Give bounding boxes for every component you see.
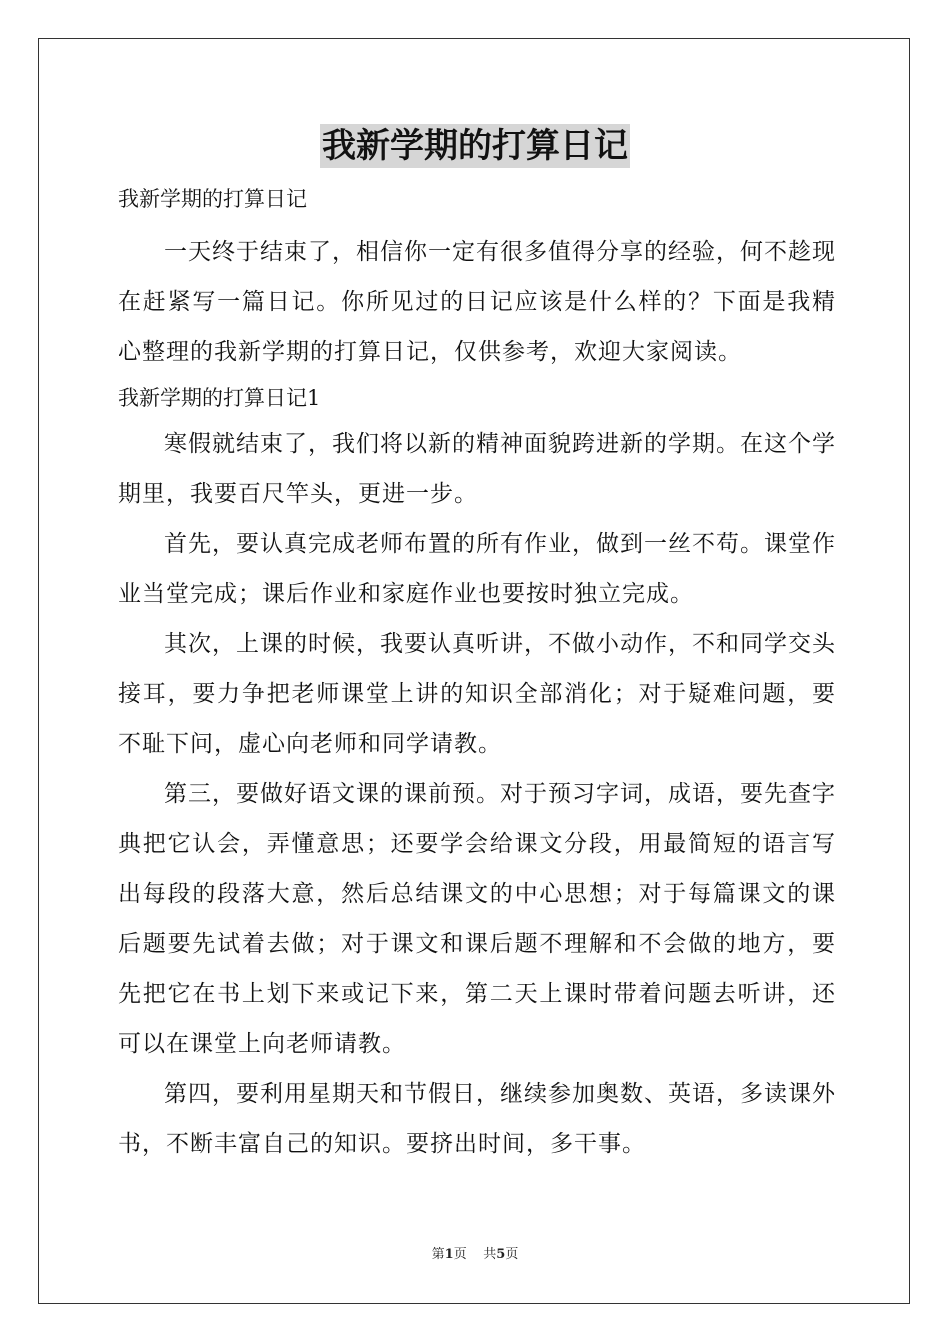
total-suffix: 页 <box>505 1247 519 1262</box>
body-paragraph: 其次，上课的时候，我要认真听讲，不做小动作，不和同学交头接耳，要力争把老师课堂上讲的知识全部消化；对于疑难问题，要不耻下问，虚心向老师和同学请教。 <box>118 631 836 757</box>
body-paragraph: 首先，要认真完成老师布置的所有作业，做到一丝不苟。课堂作业当堂完成；课后作业和家庭作业也要按时独立完成。 <box>118 531 836 607</box>
page-footer <box>0 1246 950 1264</box>
body-paragraph: 第四，要利用星期天和节假日，继续参加奥数、英语，多读课外书，不断丰富自己的知识。要挤出时间，多干事。 <box>118 1081 836 1157</box>
page-prefix: 第 <box>431 1247 445 1262</box>
document-subtitle: 我新学期的打算日记 <box>118 187 307 211</box>
intro-paragraph: 一天终于结束了，相信你一定有很多值得分享的经验，何不趁现在赶紧写一篇日记。你所见过的日记应该是什么样的？下面是我精心整理的我新学期的打算日记，仅供参考，欢迎大家阅读。 <box>118 239 836 365</box>
title-container <box>0 124 950 168</box>
section-heading: 我新学期的打算日记1 <box>118 386 321 410</box>
document-title: 我新学期的打算日记 <box>322 126 628 166</box>
page-suffix: 页 <box>453 1247 467 1262</box>
body-paragraph: 第三，要做好语文课的课前预。对于预习字词，成语，要先查字典把它认会，弄懂意思；还要学会给课文分段，用最简短的语言写出每段的段落大意，然后总结课文的中心思想；对于每篇课文的课后题要先试着去做；对于课文和课后题不理解和不会做的地方，要先把它在书上划下来或记下来，第二天上课时带着问题去听讲，还可以在课堂上向老师请教。 <box>118 781 836 1057</box>
body-paragraph: 寒假就结束了，我们将以新的精神面貌跨进新的学期。在这个学期里，我要百尺竿头，更进一步。 <box>118 431 836 507</box>
document-body <box>118 178 836 1169</box>
total-prefix: 共 <box>483 1247 497 1262</box>
total-pages: 5 <box>496 1247 506 1262</box>
page-number: 1 <box>444 1247 454 1262</box>
